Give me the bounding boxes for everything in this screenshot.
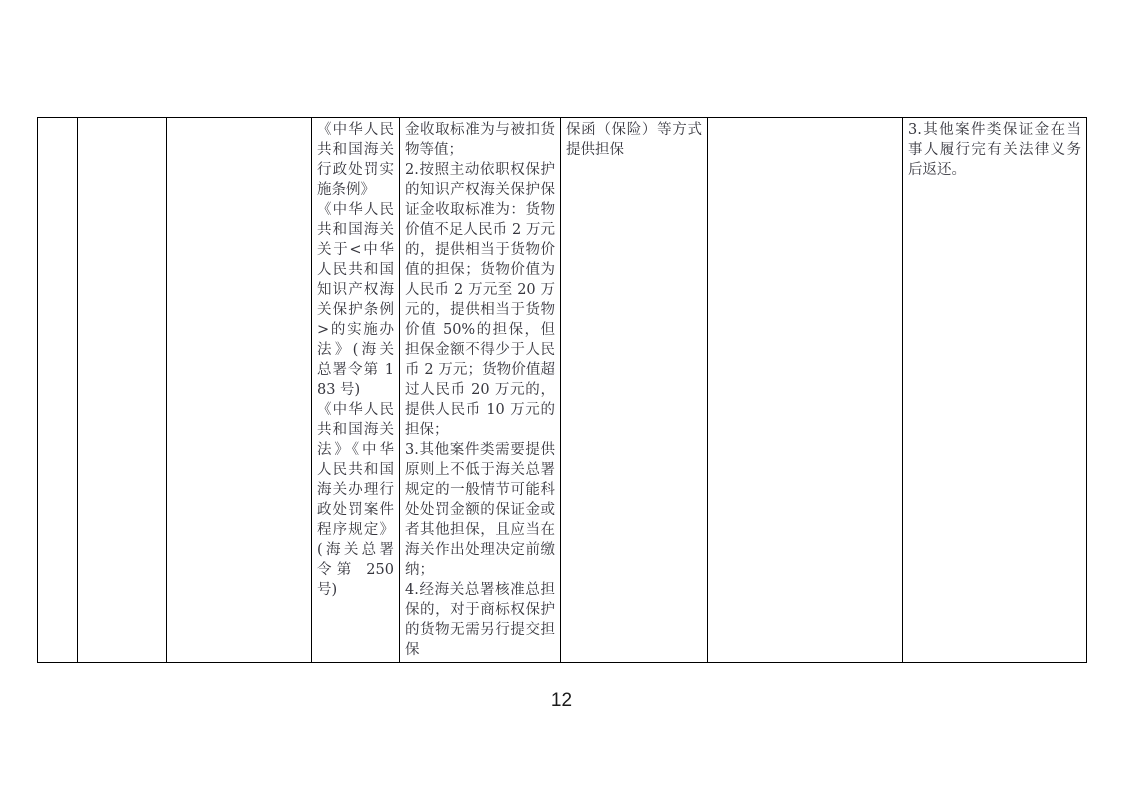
page-number: 12 xyxy=(550,690,573,711)
collection-standard-paragraph: 金收取标准为与被扣货物等值； xyxy=(405,122,555,158)
regulation-table xyxy=(37,117,1087,663)
table-row xyxy=(38,118,1087,663)
cell-empty-1 xyxy=(38,118,78,663)
collection-standard-paragraph: 2.按照主动依职权保护的知识产权海关保护保证金收取标准为：货物价值不足人民币 2 万元的，提供相当于货物价值的担保；货物价值为人民币 2 万元至 20 万元的，提供相当于货物价值 50%的担保，但担保金额不得少于人民币 2 万元；货物价值超过人民币 20 万元的，提供人民币 10 万元的担保； xyxy=(405,162,555,438)
legal-basis-paragraph: 《中华人民共和国海关行政处罚实施条例》 xyxy=(317,122,394,198)
legal-basis-paragraph: 《中华人民共和国海关关于<中华人民共和国知识产权海关保护条例>的实施办法》(海关总署令第 183 号) xyxy=(317,202,394,398)
cell-legal-basis xyxy=(312,118,400,663)
guarantee-form-paragraph: 保函（保险）等方式提供担保 xyxy=(566,122,702,158)
refund-note-paragraph: 3.其他案件类保证金在当事人履行完有关法律义务后返还。 xyxy=(908,122,1081,178)
collection-standard-paragraph: 3.其他案件类需要提供原则上不低于海关总署规定的一般情节可能科处处罚金额的保证金或者其他担保，且应当在海关作出处理决定前缴纳； xyxy=(405,442,555,578)
cell-refund-note xyxy=(903,118,1087,663)
cell-empty-3 xyxy=(167,118,312,663)
cell-collection-standard xyxy=(400,118,561,663)
cell-empty-2 xyxy=(78,118,167,663)
cell-empty-7 xyxy=(708,118,903,663)
legal-basis-paragraph: 《中华人民共和国海关法》《中华人民共和国海关办理行政处罚案件程序规定》(海关总署令第 250 号) xyxy=(317,402,394,598)
collection-standard-paragraph: 4.经海关总署核准总担保的，对于商标权保护的货物无需另行提交担保 xyxy=(405,582,555,658)
cell-guarantee-form xyxy=(561,118,708,663)
